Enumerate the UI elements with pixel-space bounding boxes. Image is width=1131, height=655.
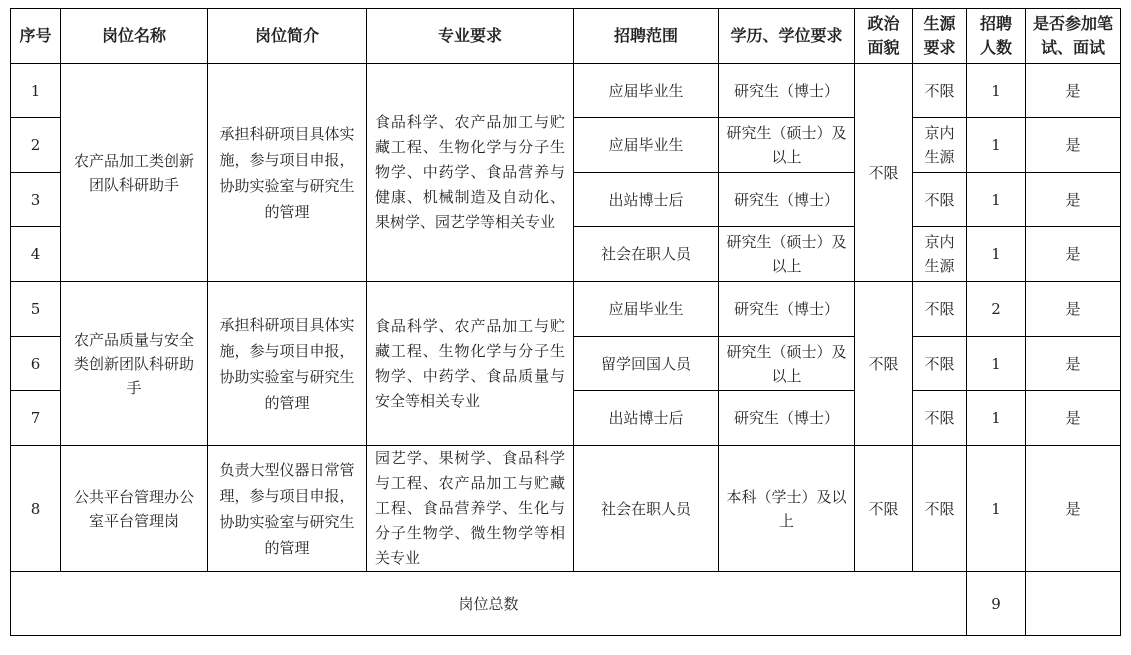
origin-cell: 不限 <box>913 446 967 572</box>
seq-cell: 4 <box>11 227 61 282</box>
origin-cell: 京内生源 <box>913 118 967 173</box>
position-intro-cell: 承担科研项目具体实施，参与项目申报，协助实验室与研究生的管理 <box>208 282 367 446</box>
origin-cell: 不限 <box>913 282 967 337</box>
exam-cell: 是 <box>1026 118 1121 173</box>
seq-cell: 6 <box>11 337 61 391</box>
header-position: 岗位名称 <box>61 9 208 64</box>
position-intro-cell: 负责大型仪器日常管理，参与项目申报，协助实验室与研究生的管理 <box>208 446 367 572</box>
header-political: 政治面貌 <box>855 9 913 64</box>
major-requirement-cell: 食品科学、农产品加工与贮藏工程、生物化学与分子生物学、中药学、食品质量与安全等相关专业 <box>367 282 574 446</box>
position-intro-cell: 承担科研项目具体实施，参与项目申报，协助实验室与研究生的管理 <box>208 64 367 282</box>
education-cell: 研究生（博士） <box>719 391 855 446</box>
count-cell: 2 <box>967 282 1026 337</box>
count-cell: 1 <box>967 173 1026 227</box>
total-row <box>11 572 1121 636</box>
header-education: 学历、学位要求 <box>719 9 855 64</box>
political-cell: 不限 <box>855 64 913 282</box>
scope-cell: 应届毕业生 <box>574 118 719 173</box>
header-seq: 序号 <box>11 9 61 64</box>
header-count: 招聘人数 <box>967 9 1026 64</box>
scope-cell: 出站博士后 <box>574 173 719 227</box>
seq-cell: 7 <box>11 391 61 446</box>
exam-cell: 是 <box>1026 446 1121 572</box>
education-cell: 本科（学士）及以上 <box>719 446 855 572</box>
count-cell: 1 <box>967 64 1026 118</box>
origin-cell: 不限 <box>913 337 967 391</box>
count-cell: 1 <box>967 391 1026 446</box>
total-label: 岗位总数 <box>11 572 967 636</box>
exam-cell: 是 <box>1026 64 1121 118</box>
table-row <box>11 64 1121 118</box>
scope-cell: 社会在职人员 <box>574 446 719 572</box>
position-name-cell: 公共平台管理办公室平台管理岗 <box>61 446 208 572</box>
seq-cell: 1 <box>11 64 61 118</box>
seq-cell: 3 <box>11 173 61 227</box>
exam-cell: 是 <box>1026 173 1121 227</box>
education-cell: 研究生（硕士）及以上 <box>719 118 855 173</box>
exam-cell: 是 <box>1026 227 1121 282</box>
header-intro: 岗位简介 <box>208 9 367 64</box>
table-row <box>11 446 1121 572</box>
scope-cell: 社会在职人员 <box>574 227 719 282</box>
origin-cell: 不限 <box>913 64 967 118</box>
scope-cell: 留学回国人员 <box>574 337 719 391</box>
seq-cell: 5 <box>11 282 61 337</box>
seq-cell: 2 <box>11 118 61 173</box>
origin-cell: 京内生源 <box>913 227 967 282</box>
position-name-cell: 农产品质量与安全类创新团队科研助手 <box>61 282 208 446</box>
seq-cell: 8 <box>11 446 61 572</box>
scope-cell: 应届毕业生 <box>574 64 719 118</box>
major-requirement-cell: 园艺学、果树学、食品科学与工程、农产品加工与贮藏工程、食品营养学、生化与分子生物学、微生物学等相关专业 <box>367 446 574 572</box>
education-cell: 研究生（硕士）及以上 <box>719 227 855 282</box>
table-row <box>11 282 1121 337</box>
count-cell: 1 <box>967 337 1026 391</box>
scope-cell: 应届毕业生 <box>574 282 719 337</box>
education-cell: 研究生（硕士）及以上 <box>719 337 855 391</box>
education-cell: 研究生（博士） <box>719 173 855 227</box>
political-cell: 不限 <box>855 446 913 572</box>
header-scope: 招聘范围 <box>574 9 719 64</box>
exam-cell: 是 <box>1026 337 1121 391</box>
header-origin: 生源要求 <box>913 9 967 64</box>
count-cell: 1 <box>967 446 1026 572</box>
count-cell: 1 <box>967 227 1026 282</box>
exam-cell: 是 <box>1026 282 1121 337</box>
origin-cell: 不限 <box>913 173 967 227</box>
total-count: 9 <box>967 572 1026 636</box>
education-cell: 研究生（博士） <box>719 64 855 118</box>
total-exam <box>1026 572 1121 636</box>
recruitment-table <box>10 8 1121 636</box>
header-row <box>11 9 1121 64</box>
position-name-cell: 农产品加工类创新团队科研助手 <box>61 64 208 282</box>
header-major: 专业要求 <box>367 9 574 64</box>
origin-cell: 不限 <box>913 391 967 446</box>
major-requirement-cell: 食品科学、农产品加工与贮藏工程、生物化学与分子生物学、中药学、食品营养与健康、机械制造及自动化、果树学、园艺学等相关专业 <box>367 64 574 282</box>
scope-cell: 出站博士后 <box>574 391 719 446</box>
education-cell: 研究生（博士） <box>719 282 855 337</box>
political-cell: 不限 <box>855 282 913 446</box>
exam-cell: 是 <box>1026 391 1121 446</box>
count-cell: 1 <box>967 118 1026 173</box>
header-exam: 是否参加笔试、面试 <box>1026 9 1121 64</box>
